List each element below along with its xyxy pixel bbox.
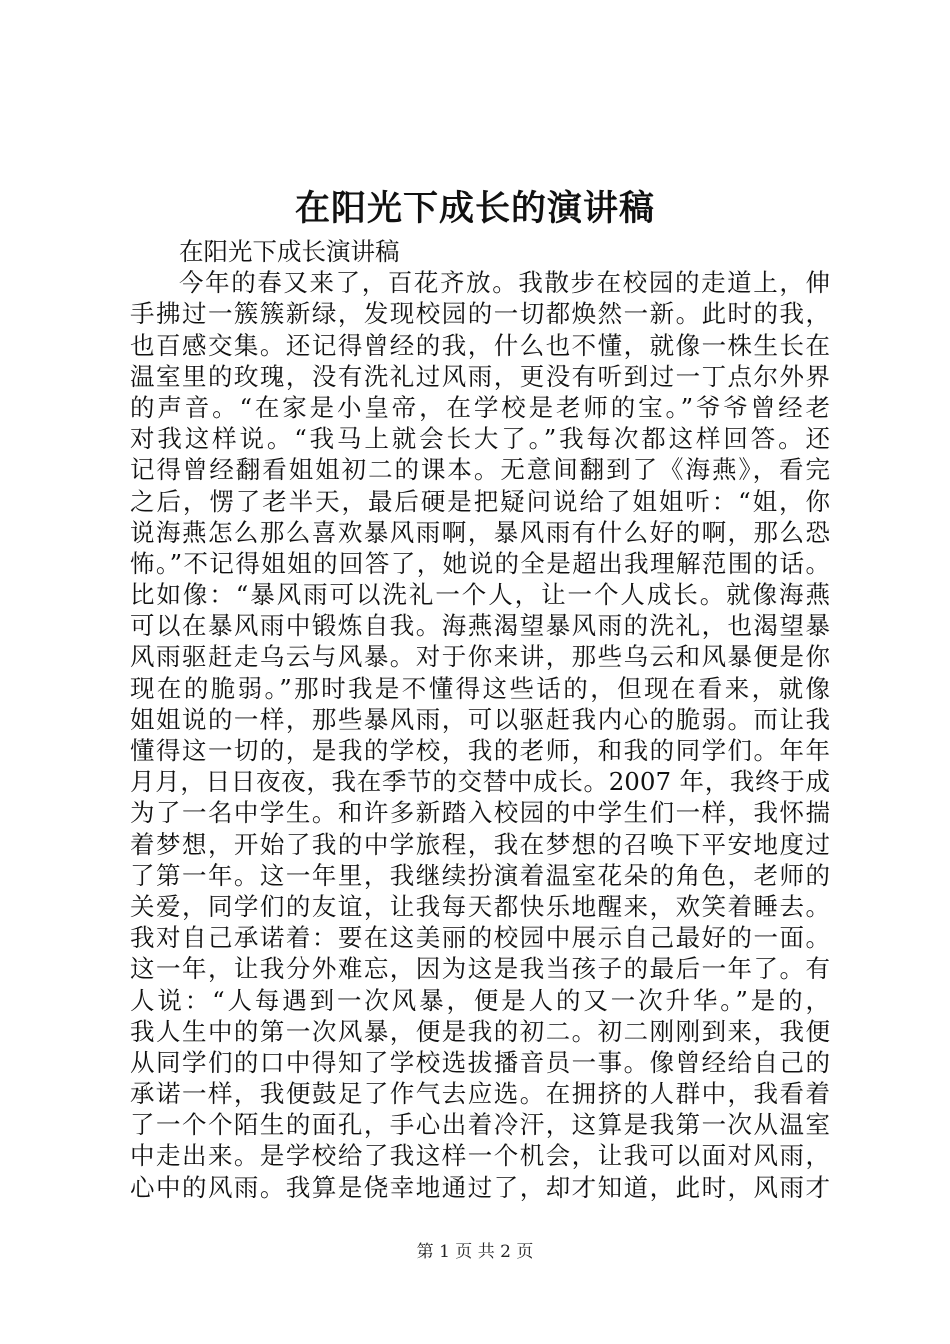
document-title: 在阳光下成长的演讲稿 [294,188,655,229]
body-line: 可以在暴风雨中锻炼自我。海燕渴望暴风雨的洗礼，也渴望暴 [130,611,830,641]
body-line: 说海燕怎么那么喜欢暴风雨啊，暴风雨有什么好的啊，那么恐 [130,517,830,547]
body-line: 手拂过一簇簇新绿，发现校园的一切都焕然一新。此时的我， [130,299,830,329]
body-line: 关爱，同学们的友谊，让我每天都快乐地醒来，欢笑着睡去。 [130,891,830,921]
body-line: 之后，愣了老半天，最后硬是把疑问说给了姐姐听：“姐，你 [130,486,830,516]
body-line: 温室里的玫瑰，没有洗礼过风雨，更没有听到过一丁点尔外界 [130,361,830,391]
body-line: 也百感交集。还记得曾经的我，什么也不懂，就像一株生长在 [130,330,830,360]
body-line: 记得曾经翻看姐姐初二的课本。无意间翻到了《海燕》，看完 [130,455,830,485]
body-line: 姐姐说的一样，那些暴风雨，可以驱赶我内心的脆弱。而让我 [130,704,830,734]
document-body [130,236,830,1203]
body-line: 现在的脆弱。”那时我是不懂得这些话的，但现在看来，就像 [130,673,830,703]
body-line: 了第一年。这一年里，我继续扮演着温室花朵的角色，老师的 [130,860,830,890]
body-line: 人说：“人每遇到一次风暴，便是人的又一次升华。”是的， [130,985,830,1015]
body-line: 心中的风雨。我算是侥幸地通过了，却才知道，此时，风雨才 [130,1172,830,1202]
body-line: 中走出来。是学校给了我这样一个机会，让我可以面对风雨， [130,1141,830,1171]
body-line: 今年的春又来了，百花齐放。我散步在校园的走道上，伸 [179,268,830,298]
page-footer: 第 1 页 共 2 页 [416,1242,534,1262]
body-line: 着梦想，开始了我的中学旅程，我在梦想的召唤下平安地度过 [130,829,830,859]
body-line: 怖。”不记得姐姐的回答了，她说的全是超出我理解范围的话。 [130,548,830,578]
subtitle-line: 在阳光下成长演讲稿 [179,237,400,266]
body-line: 比如像：“暴风雨可以洗礼一个人，让一个人成长。就像海燕 [130,580,830,610]
body-line: 为了一名中学生。和许多新踏入校园的中学生们一样，我怀揣 [130,798,830,828]
body-line: 承诺一样，我便鼓足了作气去应选。在拥挤的人群中，我看着 [130,1079,830,1109]
body-line: 我人生中的第一次风暴，便是我的初二。初二刚刚到来，我便 [130,1016,830,1046]
body-line: 懂得这一切的，是我的学校，我的老师，和我的同学们。年年 [130,736,830,765]
body-line: 了一个个陌生的面孔，手心出着冷汗，这算是我第一次从温室 [130,1110,830,1140]
body-line: 这一年，让我分外难忘，因为这是我当孩子的最后一年了。有 [130,954,830,984]
body-line: 风雨驱赶走乌云与风暴。对于你来讲，那些乌云和风暴便是你 [130,642,830,672]
body-line: 从同学们的口中得知了学校选拔播音员一事。像曾经给自己的 [130,1047,830,1077]
body-line: 的声音。“在家是小皇帝，在学校是老师的宝。”爷爷曾经老 [130,392,830,422]
body-line: 我对自己承诺着：要在这美丽的校园中展示自己最好的一面。 [130,923,830,953]
body-line: 月月，日日夜夜，我在季节的交替中成长。2007 年，我终于成 [130,767,830,797]
body-line: 对我这样说。“我马上就会长大了。”我每次都这样回答。还 [130,424,830,454]
